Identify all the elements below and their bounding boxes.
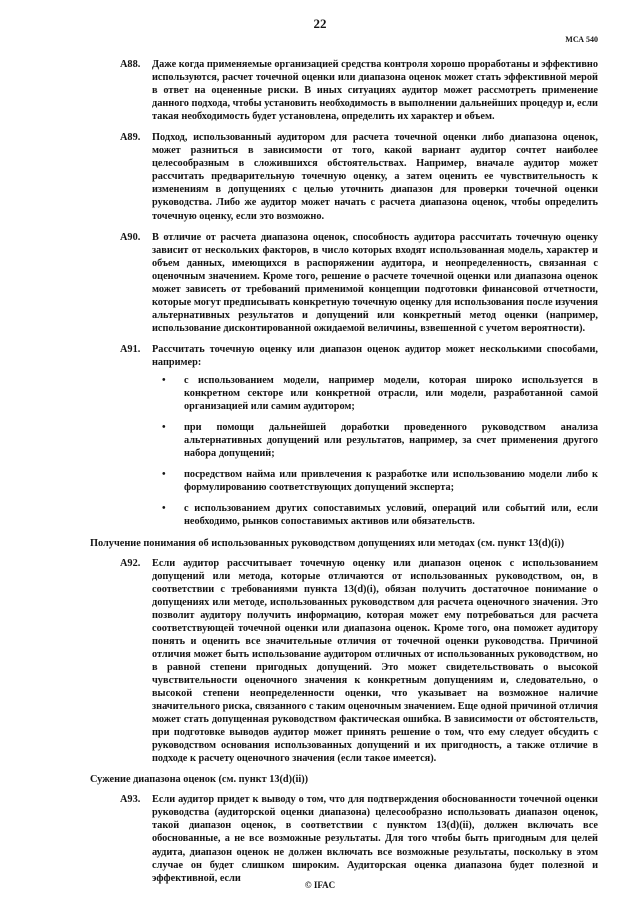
section-heading: Сужение диапазона оценок (см. пункт 13(d)(ii)) xyxy=(90,774,309,786)
paragraph-text: Рассчитать точечную оценку или диапазон оценок аудитор может несколькими способами, например: xyxy=(152,343,598,368)
page-number: 22 xyxy=(313,16,327,31)
bullet-item: • при помощи дальнейшей доработки проведенного руководством анализа альтернативных допущений или результатов, например, за счет применения другого набора допущений; xyxy=(184,421,598,460)
bullet-item: • посредством найма или привлечения к разработке или использованию модели либо к формулированию соответствующих допущений эксперта; xyxy=(184,468,598,494)
bullet-item: • с использованием других сопоставимых условий, операций или событий или, если необходимо, рынков сопоставимых активов или обязательств. xyxy=(184,502,598,528)
paragraph-number: A90. xyxy=(120,231,141,243)
paragraph-number: A93. xyxy=(120,794,141,806)
paragraph-a91 xyxy=(120,343,598,529)
standard-code: МСА 540 xyxy=(565,35,598,44)
bullet-item: • с использованием модели, например модели, которая широко используется в конкретном секторе или конкретной отрасли, или модели, разработанной самой организацией или самим аудитором; xyxy=(184,374,598,413)
copyright-footer: © IFAC xyxy=(304,880,336,890)
bullet-list xyxy=(152,374,598,528)
paragraph-number: A89. xyxy=(120,132,141,144)
paragraph-a89 xyxy=(120,131,598,222)
paragraph-text: Если аудитор рассчитывает точечную оценку или диапазон оценок с использованием допущений или метода, которые отличаются от использованных руководством, он, в соответствии с требованиями пункта 13(d)(i), обязан получить достаточное понимание о допущениях или методе, использованных руководством для расчета оценочного значения. Это позволит аудитору получить информацию, которая может ему потребоваться для расчета соответствующей точечной оценки или диапазона оценок. Кроме того, она поможет аудитору понять и оценить все значительные отличия от точечной оценки руководства. Причиной отличия может быть использование аудитором отличных от использованных руководством, но в равной степени пригодных допущений. Это может свидетельствовать о высокой чувствительности оценочного значения к конкретным допущениям и, следовательно, о высокой степени неопределенности оценки, что указывает на возможное наличие значительного риска, связанного с таким оценочным значением. Еще одной причиной отличия может стать допущенная руководством фактическая ошибка. В зависимости от обстоятельств, при подготовке выводов аудитор может принять решение о том, что ему следует обсудить с руководством основания использованных допущений и их пригодность, а также отличие в подходе к расчету оценочного значения (если такое имеется). xyxy=(152,557,598,765)
paragraph-text: В отличие от расчета диапазона оценок, способность аудитора рассчитать точечную оценку зависит от нескольких факторов, в число которых входят использованная модель, характер и объем данных, имеющихся в распоряжении аудитора, и неопределенность, связанная с оценочным значением. Кроме того, решение о расчете точечной оценки или диапазона оценок может зависеть от требований применимой концепции подготовки финансовой отчетности, которые могут предписывать конкретную точечную оценку для использования после изучения альтернативных результатов и допущений или конкретный метод оценки (например, использование дисконтированной ожидаемой величины, взвешенной с учетом вероятности). xyxy=(152,231,598,334)
paragraph-text: Если аудитор придет к выводу о том, что для подтверждения обоснованности точечной оценки руководства (аудиторской оценки диапазона) целесообразно использовать диапазон оценок, такой диапазон оценок, в соответствии с пунктом 13(d)(ii), должен включать все обоснованные, а не все возможные результаты. Для того чтобы быть пригодным для целей аудита, диапазон оценок не должен включать все возможные результаты, поскольку в этом случае он будет слишком широким. Аудиторская оценка диапазона будет полезной и эффективной, если xyxy=(152,794,598,884)
paragraph-a92 xyxy=(120,557,598,766)
paragraph-text: Подход, использованный аудитором для расчета точечной оценки либо диапазона оценок, может разниться в зависимости от того, какой вариант аудитор сочтет наиболее целесообразным в сложившихся обстоятельствах. Например, вначале аудитор может рассчитать предварительную точечную оценку, а затем оценить ее чувствительность к изменениям в допущениях с целью уточнить диапазон для проверки точечной оценки руководства. Либо же аудитор может начать с расчета диапазона оценок, чтобы определить точечную оценку, если это возможно. xyxy=(152,132,598,222)
body-text xyxy=(90,58,598,893)
paragraph-number: A92. xyxy=(120,557,141,569)
paragraph-number: A88. xyxy=(120,59,141,70)
paragraph-text: Даже когда применяемые организацией средства контроля хорошо проработаны и эффективно используются, расчет точечной оценки или диапазона оценок может стать эффективной мерой в ответ на оцененные риски. В иных ситуациях аудитор может рассмотреть применение данного подхода, чтобы установить необходимость в выполнении дальнейших процедур и, если такая необходимость будет установлена, определить их характер и объем. xyxy=(152,59,598,123)
section-heading: Получение понимания об использованных руководством допущениях или методах (см. пункт 13(d)(i)) xyxy=(90,537,565,549)
paragraph-number: A91. xyxy=(120,343,141,355)
paragraph-a88 xyxy=(120,58,598,123)
paragraph-a90 xyxy=(120,231,598,335)
paragraph-a93 xyxy=(120,793,598,884)
